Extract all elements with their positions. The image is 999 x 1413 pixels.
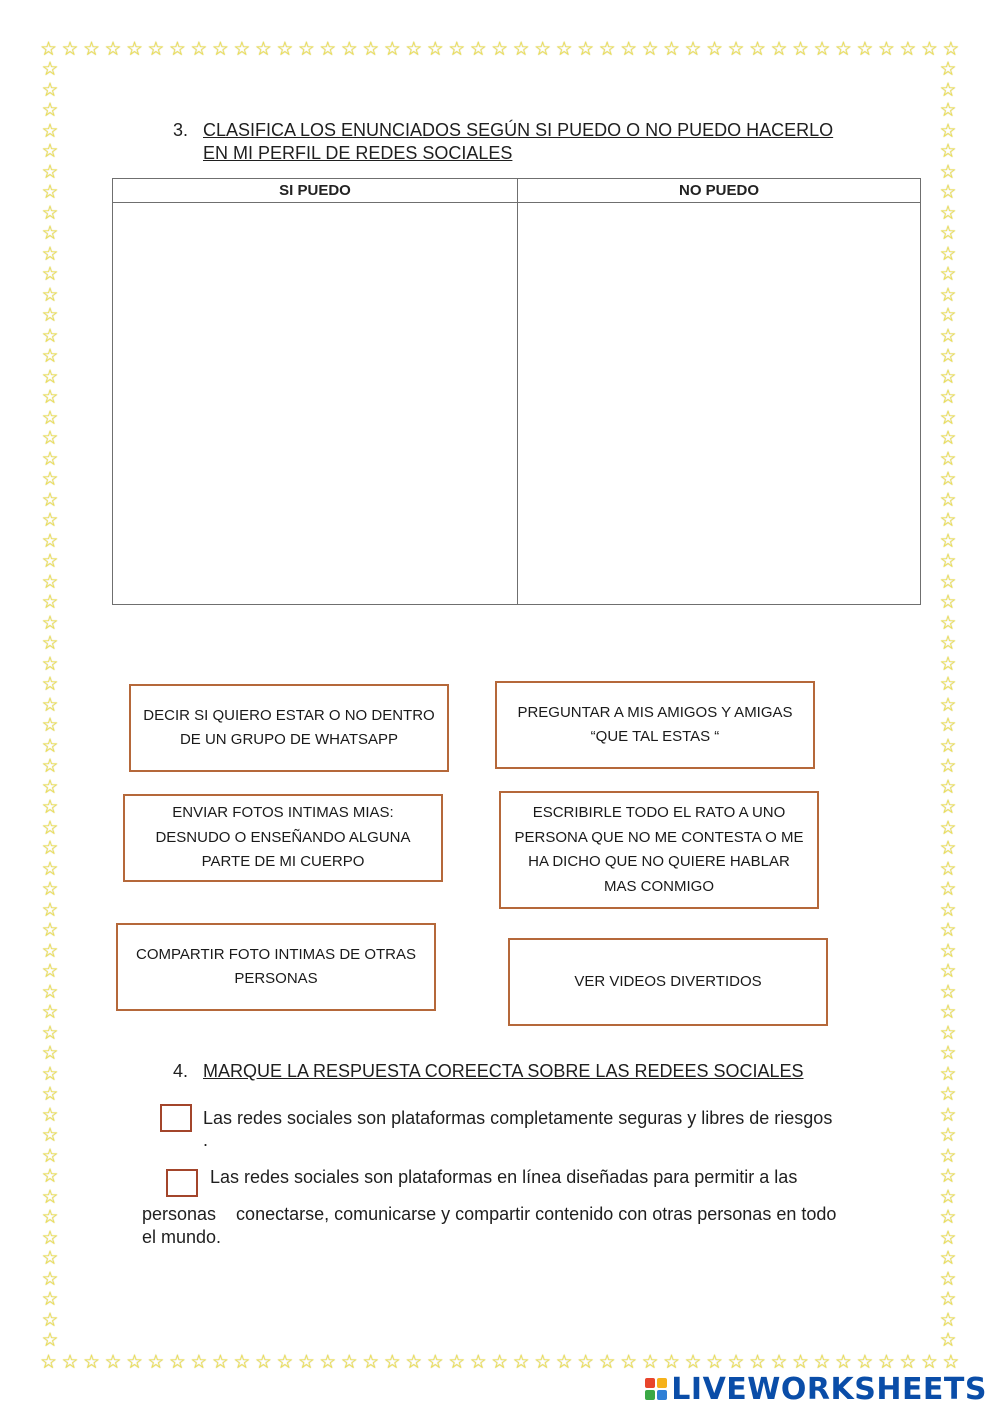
star-icon: ☆ <box>920 38 938 60</box>
star-icon: ☆ <box>939 1330 957 1351</box>
star-icon: ☆ <box>620 1351 638 1373</box>
column-header-si-puedo: SI PUEDO <box>113 179 517 203</box>
card-funny-videos[interactable]: VER VIDEOS DIVERTIDOS <box>508 938 828 1026</box>
star-icon: ☆ <box>939 899 957 921</box>
card-send-intimate-photos[interactable]: ENVIAR FOTOS INTIMAS MIAS: DESNUDO O ENSEÑANDO ALGUNA PARTE DE MI CUERPO <box>123 794 443 882</box>
star-icon: ☆ <box>41 407 59 429</box>
star-icon: ☆ <box>405 1351 423 1373</box>
star-icon: ☆ <box>340 1351 358 1373</box>
question-4-number: 4. <box>173 1061 189 1081</box>
star-border-left <box>40 60 60 1350</box>
star-icon: ☆ <box>939 653 957 675</box>
star-icon: ☆ <box>41 223 59 244</box>
star-icon: ☆ <box>190 1351 208 1373</box>
star-icon: ☆ <box>41 79 59 101</box>
star-icon: ☆ <box>41 817 59 839</box>
star-icon: ☆ <box>41 1289 59 1310</box>
star-icon: ☆ <box>41 1002 59 1023</box>
option-2-text: Las redes sociales son plataformas en línea diseñadas para permitir a las <box>210 1167 798 1187</box>
star-icon: ☆ <box>939 428 957 449</box>
star-icon: ☆ <box>168 38 186 60</box>
star-icon: ☆ <box>770 38 788 60</box>
star-icon: ☆ <box>41 264 59 285</box>
star-icon: ☆ <box>41 735 59 757</box>
star-icon: ☆ <box>41 674 59 695</box>
star-icon: ☆ <box>41 1084 59 1105</box>
star-icon: ☆ <box>362 1351 380 1373</box>
star-icon: ☆ <box>41 838 59 859</box>
star-icon: ☆ <box>125 38 143 60</box>
star-icon: ☆ <box>939 1084 957 1105</box>
star-icon: ☆ <box>939 1002 957 1023</box>
star-icon: ☆ <box>41 776 59 798</box>
star-icon: ☆ <box>748 1351 767 1373</box>
question-3-line-2: EN MI PERFIL DE REDES SOCIALES <box>203 143 513 163</box>
star-icon: ☆ <box>663 1351 681 1373</box>
question-3-heading <box>173 119 893 167</box>
star-icon: ☆ <box>41 1309 59 1331</box>
star-icon: ☆ <box>939 920 957 941</box>
star-icon: ☆ <box>939 387 957 408</box>
star-icon: ☆ <box>939 694 957 716</box>
star-icon: ☆ <box>939 571 957 593</box>
star-icon: ☆ <box>620 38 638 60</box>
star-icon: ☆ <box>939 551 957 572</box>
star-icon: ☆ <box>82 1351 101 1373</box>
star-icon: ☆ <box>939 141 957 162</box>
star-icon: ☆ <box>41 940 59 962</box>
star-icon: ☆ <box>834 38 852 60</box>
star-icon: ☆ <box>939 612 957 634</box>
star-icon: ☆ <box>41 1166 59 1187</box>
star-icon: ☆ <box>939 592 957 613</box>
star-icon: ☆ <box>41 592 59 613</box>
star-icon: ☆ <box>939 346 957 367</box>
star-icon: ☆ <box>834 1351 852 1373</box>
star-icon: ☆ <box>939 407 957 429</box>
star-icon: ☆ <box>641 1351 659 1373</box>
star-icon: ☆ <box>877 38 895 60</box>
star-icon: ☆ <box>319 38 337 60</box>
star-icon: ☆ <box>254 1351 272 1373</box>
liveworksheets-logo-icon <box>645 1378 667 1400</box>
star-icon: ☆ <box>939 284 957 306</box>
star-icon: ☆ <box>512 38 530 60</box>
star-icon: ☆ <box>319 1351 337 1373</box>
drop-zone-si-puedo[interactable] <box>113 203 517 604</box>
star-icon: ☆ <box>41 120 59 142</box>
star-icon: ☆ <box>939 756 957 777</box>
star-icon: ☆ <box>939 448 957 470</box>
star-icon: ☆ <box>939 961 957 982</box>
star-icon: ☆ <box>939 674 957 695</box>
star-icon: ☆ <box>469 38 487 60</box>
star-icon: ☆ <box>469 1351 487 1373</box>
star-icon: ☆ <box>40 1351 58 1373</box>
star-icon: ☆ <box>942 1351 960 1373</box>
star-icon: ☆ <box>577 38 595 60</box>
star-icon: ☆ <box>939 797 957 818</box>
star-icon: ☆ <box>41 489 59 511</box>
star-icon: ☆ <box>233 1351 251 1373</box>
star-icon: ☆ <box>190 38 208 60</box>
star-icon: ☆ <box>448 1351 466 1373</box>
star-icon: ☆ <box>41 448 59 470</box>
star-icon: ☆ <box>920 1351 938 1373</box>
star-icon: ☆ <box>706 38 724 60</box>
star-icon: ☆ <box>41 981 59 1003</box>
star-icon: ☆ <box>41 1248 59 1269</box>
star-icon: ☆ <box>41 387 59 408</box>
star-icon: ☆ <box>41 612 59 634</box>
star-icon: ☆ <box>41 551 59 572</box>
star-icon: ☆ <box>942 38 960 60</box>
star-icon: ☆ <box>555 1351 573 1373</box>
star-border-right <box>938 60 958 1350</box>
star-icon: ☆ <box>41 366 59 388</box>
star-icon: ☆ <box>939 1207 957 1228</box>
star-icon: ☆ <box>939 1125 957 1146</box>
star-icon: ☆ <box>684 1351 702 1373</box>
star-icon: ☆ <box>856 1351 874 1373</box>
star-icon: ☆ <box>939 510 957 531</box>
star-icon: ☆ <box>534 1351 552 1373</box>
question-3-line-1: CLASIFICA LOS ENUNCIADOS SEGÚN SI PUEDO O NO PUEDO HACERLO <box>203 120 834 140</box>
star-icon: ☆ <box>939 1166 957 1187</box>
question-3-number: 3. <box>173 120 189 140</box>
star-icon: ☆ <box>939 1309 957 1331</box>
star-icon: ☆ <box>939 1227 957 1249</box>
classification-table <box>112 178 921 605</box>
star-icon: ☆ <box>491 38 509 60</box>
star-icon: ☆ <box>748 38 767 60</box>
option-1-text: Las redes sociales son plataformas completamente seguras y libres de riesgos <box>203 1108 833 1128</box>
star-icon: ☆ <box>41 141 59 162</box>
star-icon: ☆ <box>939 202 957 224</box>
star-icon: ☆ <box>41 1063 59 1085</box>
star-icon: ☆ <box>254 38 272 60</box>
star-icon: ☆ <box>727 1351 745 1373</box>
star-icon: ☆ <box>856 38 874 60</box>
star-icon: ☆ <box>939 325 957 347</box>
star-icon: ☆ <box>491 1351 509 1373</box>
star-icon: ☆ <box>41 59 59 80</box>
star-icon: ☆ <box>41 346 59 367</box>
star-icon: ☆ <box>41 694 59 716</box>
star-icon: ☆ <box>939 981 957 1003</box>
star-icon: ☆ <box>340 38 358 60</box>
star-icon: ☆ <box>41 202 59 224</box>
star-border-top <box>40 39 960 59</box>
star-icon: ☆ <box>663 38 681 60</box>
star-icon: ☆ <box>939 1104 957 1126</box>
star-icon: ☆ <box>405 38 423 60</box>
star-icon: ☆ <box>41 1043 59 1064</box>
star-icon: ☆ <box>104 38 122 60</box>
liveworksheets-brand: LIVEWORKSHEETS <box>671 1371 987 1407</box>
star-icon: ☆ <box>41 715 59 736</box>
star-icon: ☆ <box>939 858 957 880</box>
star-icon: ☆ <box>41 858 59 880</box>
star-icon: ☆ <box>939 161 957 183</box>
star-icon: ☆ <box>598 38 616 60</box>
star-icon: ☆ <box>40 38 58 60</box>
star-icon: ☆ <box>41 879 59 900</box>
star-icon: ☆ <box>41 1227 59 1249</box>
star-icon: ☆ <box>41 469 59 490</box>
star-icon: ☆ <box>41 100 59 121</box>
star-icon: ☆ <box>41 961 59 982</box>
star-icon: ☆ <box>939 264 957 285</box>
question-4-title: MARQUE LA RESPUESTA COREECTA SOBRE LAS REDEES SOCIALES <box>203 1061 804 1081</box>
star-icon: ☆ <box>939 838 957 859</box>
star-icon: ☆ <box>297 1351 315 1373</box>
star-icon: ☆ <box>899 38 917 60</box>
star-icon: ☆ <box>41 161 59 183</box>
star-icon: ☆ <box>512 1351 530 1373</box>
star-icon: ☆ <box>939 182 957 203</box>
liveworksheets-logo <box>645 1371 987 1407</box>
star-icon: ☆ <box>939 735 957 757</box>
star-icon: ☆ <box>939 223 957 244</box>
star-icon: ☆ <box>899 1351 917 1373</box>
star-icon: ☆ <box>598 1351 616 1373</box>
option-1-checkbox[interactable] <box>160 1104 192 1132</box>
star-icon: ☆ <box>939 100 957 121</box>
star-icon: ☆ <box>939 305 957 326</box>
star-icon: ☆ <box>939 59 957 80</box>
star-icon: ☆ <box>939 120 957 142</box>
star-icon: ☆ <box>448 38 466 60</box>
star-icon: ☆ <box>41 920 59 941</box>
column-header-no-puedo: NO PUEDO <box>518 179 920 203</box>
star-icon: ☆ <box>41 1330 59 1351</box>
star-icon: ☆ <box>41 510 59 531</box>
star-border-bottom <box>40 1352 960 1372</box>
star-icon: ☆ <box>813 1351 831 1373</box>
star-icon: ☆ <box>41 1104 59 1126</box>
star-icon: ☆ <box>276 1351 294 1373</box>
star-icon: ☆ <box>791 38 809 60</box>
card-ask-friends[interactable]: PREGUNTAR A MIS AMIGOS Y AMIGAS “QUE TAL ESTAS “ <box>495 681 815 769</box>
drop-zone-no-puedo[interactable] <box>518 203 920 604</box>
star-icon: ☆ <box>41 1145 59 1167</box>
star-icon: ☆ <box>41 797 59 818</box>
card-keep-writing[interactable]: ESCRIBIRLE TODO EL RATO A UNO PERSONA QUE NO ME CONTESTA O ME HA DICHO QUE NO QUIERE HABLAR MAS CONMIGO <box>499 791 819 909</box>
star-icon: ☆ <box>939 879 957 900</box>
star-icon: ☆ <box>41 899 59 921</box>
star-icon: ☆ <box>939 776 957 798</box>
star-icon: ☆ <box>383 1351 401 1373</box>
star-icon: ☆ <box>41 182 59 203</box>
star-icon: ☆ <box>641 38 659 60</box>
star-icon: ☆ <box>211 38 229 60</box>
star-icon: ☆ <box>41 305 59 326</box>
question-4-heading <box>173 1060 893 1084</box>
card-share-others-photos[interactable]: COMPARTIR FOTO INTIMAS DE OTRAS PERSONAS <box>116 923 436 1011</box>
star-icon: ☆ <box>41 428 59 449</box>
star-icon: ☆ <box>727 38 745 60</box>
star-icon: ☆ <box>426 38 444 60</box>
star-icon: ☆ <box>125 1351 143 1373</box>
star-icon: ☆ <box>939 715 957 736</box>
star-icon: ☆ <box>147 1351 165 1373</box>
star-icon: ☆ <box>41 1125 59 1146</box>
star-icon: ☆ <box>41 243 59 265</box>
star-icon: ☆ <box>939 1063 957 1085</box>
star-icon: ☆ <box>939 817 957 839</box>
star-icon: ☆ <box>41 284 59 306</box>
star-icon: ☆ <box>534 38 552 60</box>
star-icon: ☆ <box>297 38 315 60</box>
star-icon: ☆ <box>276 38 294 60</box>
star-icon: ☆ <box>41 653 59 675</box>
star-icon: ☆ <box>684 38 702 60</box>
star-icon: ☆ <box>939 1248 957 1269</box>
star-icon: ☆ <box>41 633 59 654</box>
star-icon: ☆ <box>939 469 957 490</box>
star-icon: ☆ <box>939 1289 957 1310</box>
star-icon: ☆ <box>41 1022 59 1044</box>
star-icon: ☆ <box>939 1186 957 1208</box>
star-icon: ☆ <box>41 1186 59 1208</box>
star-icon: ☆ <box>706 1351 724 1373</box>
star-icon: ☆ <box>61 38 79 60</box>
option-2-text-line-2: personas conectarse, comunicarse y compartir contenido con otras personas en todo <box>142 1204 837 1224</box>
star-icon: ☆ <box>362 38 380 60</box>
star-icon: ☆ <box>939 1145 957 1167</box>
option-1-text-cont: . <box>203 1130 209 1150</box>
star-icon: ☆ <box>877 1351 895 1373</box>
option-2-checkbox[interactable] <box>166 1169 198 1197</box>
star-icon: ☆ <box>770 1351 788 1373</box>
star-icon: ☆ <box>939 1268 957 1290</box>
star-icon: ☆ <box>147 38 165 60</box>
star-icon: ☆ <box>41 756 59 777</box>
star-icon: ☆ <box>939 489 957 511</box>
star-icon: ☆ <box>168 1351 186 1373</box>
star-icon: ☆ <box>939 633 957 654</box>
star-icon: ☆ <box>104 1351 122 1373</box>
star-icon: ☆ <box>939 1022 957 1044</box>
star-icon: ☆ <box>82 38 101 60</box>
star-icon: ☆ <box>41 571 59 593</box>
card-whatsapp-group[interactable]: DECIR SI QUIERO ESTAR O NO DENTRO DE UN GRUPO DE WHATSAPP <box>129 684 449 772</box>
option-2-text-line-3: el mundo. <box>142 1227 222 1247</box>
star-icon: ☆ <box>939 366 957 388</box>
star-icon: ☆ <box>426 1351 444 1373</box>
star-icon: ☆ <box>383 38 401 60</box>
star-icon: ☆ <box>939 940 957 962</box>
star-icon: ☆ <box>211 1351 229 1373</box>
star-icon: ☆ <box>939 243 957 265</box>
star-icon: ☆ <box>61 1351 79 1373</box>
star-icon: ☆ <box>555 38 573 60</box>
star-icon: ☆ <box>41 1207 59 1228</box>
star-icon: ☆ <box>939 79 957 101</box>
star-icon: ☆ <box>577 1351 595 1373</box>
star-icon: ☆ <box>41 1268 59 1290</box>
star-icon: ☆ <box>813 38 831 60</box>
star-icon: ☆ <box>233 38 251 60</box>
star-icon: ☆ <box>939 530 957 552</box>
star-icon: ☆ <box>41 530 59 552</box>
star-icon: ☆ <box>939 1043 957 1064</box>
star-icon: ☆ <box>41 325 59 347</box>
star-icon: ☆ <box>791 1351 809 1373</box>
